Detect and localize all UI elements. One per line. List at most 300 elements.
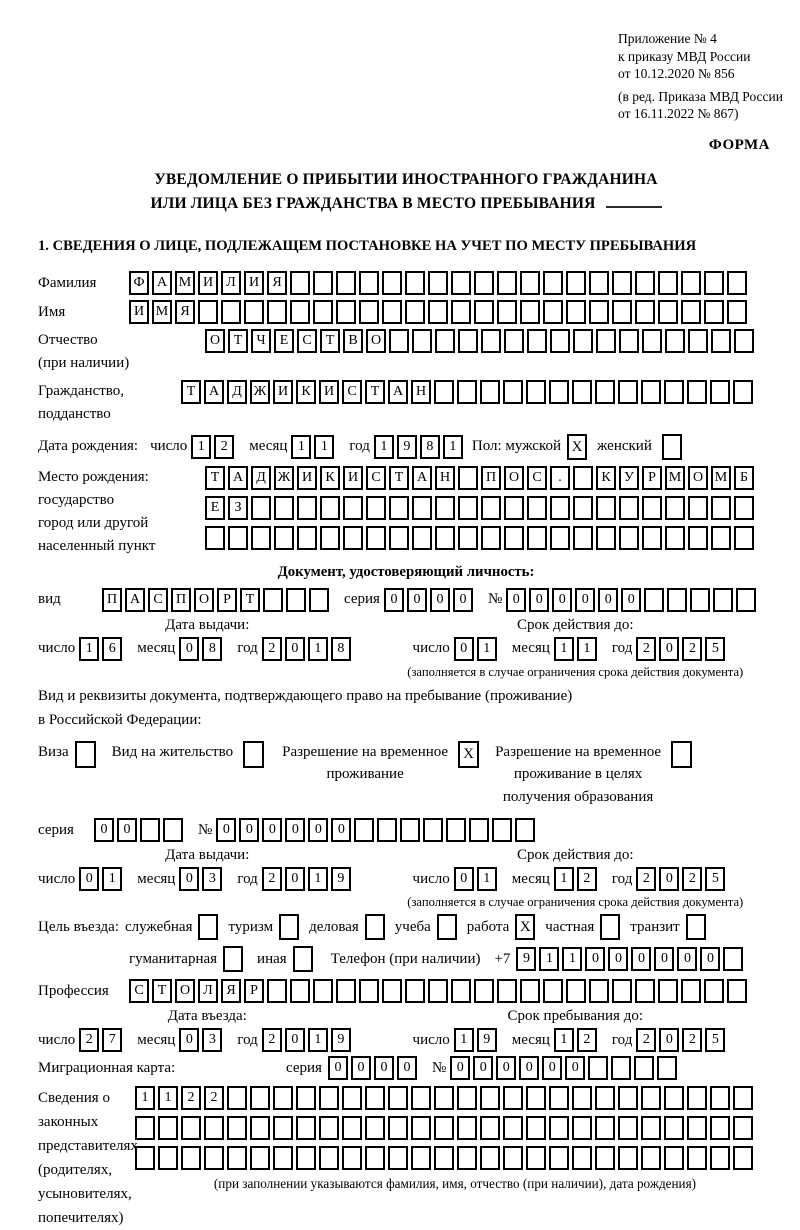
char-box[interactable]: 1 — [308, 637, 328, 661]
char-box[interactable] — [313, 300, 333, 324]
char-box[interactable] — [221, 300, 241, 324]
char-box[interactable] — [388, 1086, 408, 1110]
char-box[interactable] — [359, 271, 379, 295]
char-box[interactable] — [566, 300, 586, 324]
char-box[interactable]: 0 — [397, 1056, 417, 1080]
char-box[interactable] — [520, 300, 540, 324]
char-box[interactable] — [641, 380, 661, 404]
char-box[interactable] — [687, 1086, 707, 1110]
char-box[interactable]: 1 — [135, 1086, 155, 1110]
char-box[interactable]: 0 — [285, 1028, 305, 1052]
char-box[interactable] — [734, 329, 754, 353]
char-box[interactable] — [589, 979, 609, 1003]
char-box[interactable]: 0 — [374, 1056, 394, 1080]
char-box[interactable] — [365, 1146, 385, 1170]
char-box[interactable] — [596, 526, 616, 550]
char-box[interactable] — [428, 271, 448, 295]
char-box[interactable] — [665, 329, 685, 353]
char-box[interactable] — [366, 526, 386, 550]
char-box[interactable]: О — [205, 329, 225, 353]
char-box[interactable]: 0 — [179, 1028, 199, 1052]
char-box[interactable] — [596, 329, 616, 353]
char-box[interactable]: 0 — [659, 1028, 679, 1052]
char-box[interactable] — [205, 526, 225, 550]
char-box[interactable] — [250, 1086, 270, 1110]
char-box[interactable] — [411, 1116, 431, 1140]
char-box[interactable] — [319, 1086, 339, 1110]
char-box[interactable] — [198, 300, 218, 324]
char-box[interactable]: К — [320, 466, 340, 490]
char-box[interactable] — [377, 818, 397, 842]
char-box[interactable] — [343, 496, 363, 520]
char-box[interactable] — [382, 271, 402, 295]
char-box[interactable]: 0 — [519, 1056, 539, 1080]
purpose-humanitarian-checkbox[interactable] — [223, 946, 243, 972]
char-box[interactable]: В — [343, 329, 363, 353]
char-box[interactable] — [457, 1116, 477, 1140]
char-box[interactable]: С — [527, 466, 547, 490]
char-box[interactable]: Д — [227, 380, 247, 404]
char-box[interactable]: С — [129, 979, 149, 1003]
char-box[interactable]: Б — [734, 466, 754, 490]
char-box[interactable]: К — [596, 466, 616, 490]
char-box[interactable] — [267, 979, 287, 1003]
char-box[interactable] — [550, 329, 570, 353]
char-box[interactable] — [354, 818, 374, 842]
char-box[interactable] — [573, 496, 593, 520]
char-box[interactable] — [290, 979, 310, 1003]
char-box[interactable] — [251, 526, 271, 550]
char-box[interactable]: 1 — [308, 1028, 328, 1052]
char-box[interactable] — [451, 300, 471, 324]
char-box[interactable] — [681, 979, 701, 1003]
char-box[interactable]: Н — [411, 380, 431, 404]
char-box[interactable] — [405, 979, 425, 1003]
char-box[interactable] — [435, 496, 455, 520]
char-box[interactable] — [428, 979, 448, 1003]
char-box[interactable] — [526, 1146, 546, 1170]
char-box[interactable] — [135, 1116, 155, 1140]
char-box[interactable]: 0 — [328, 1056, 348, 1080]
char-box[interactable]: 0 — [285, 637, 305, 661]
char-box[interactable]: 2 — [636, 1028, 656, 1052]
char-box[interactable] — [469, 818, 489, 842]
char-box[interactable]: 7 — [102, 1028, 122, 1052]
char-box[interactable]: 1 — [454, 1028, 474, 1052]
char-box[interactable] — [688, 496, 708, 520]
char-box[interactable]: 2 — [214, 435, 234, 459]
char-box[interactable]: 2 — [577, 1028, 597, 1052]
char-box[interactable]: 1 — [191, 435, 211, 459]
char-box[interactable]: Ж — [274, 466, 294, 490]
char-box[interactable] — [480, 380, 500, 404]
char-box[interactable] — [549, 1116, 569, 1140]
char-box[interactable] — [434, 1116, 454, 1140]
char-box[interactable] — [251, 496, 271, 520]
purpose-private-checkbox[interactable] — [600, 914, 620, 940]
char-box[interactable]: О — [366, 329, 386, 353]
char-box[interactable]: 8 — [331, 637, 351, 661]
char-box[interactable]: 0 — [654, 947, 674, 971]
char-box[interactable] — [543, 300, 563, 324]
char-box[interactable]: И — [319, 380, 339, 404]
char-box[interactable] — [389, 526, 409, 550]
temp-permit-checkbox[interactable]: X — [458, 741, 479, 768]
char-box[interactable] — [342, 1116, 362, 1140]
char-box[interactable] — [286, 588, 306, 612]
purpose-study-checkbox[interactable] — [437, 914, 457, 940]
char-box[interactable]: 0 — [384, 588, 404, 612]
char-box[interactable] — [644, 588, 664, 612]
char-box[interactable] — [480, 1146, 500, 1170]
char-box[interactable]: 0 — [454, 637, 474, 661]
char-box[interactable]: 0 — [552, 588, 572, 612]
char-box[interactable] — [181, 1116, 201, 1140]
char-box[interactable]: Т — [320, 329, 340, 353]
char-box[interactable]: Я — [267, 271, 287, 295]
char-box[interactable] — [665, 496, 685, 520]
char-box[interactable] — [457, 1086, 477, 1110]
char-box[interactable]: 1 — [477, 867, 497, 891]
char-box[interactable]: 9 — [477, 1028, 497, 1052]
char-box[interactable] — [503, 1116, 523, 1140]
char-box[interactable] — [527, 329, 547, 353]
char-box[interactable]: Т — [205, 466, 225, 490]
char-box[interactable]: М — [152, 300, 172, 324]
char-box[interactable]: С — [297, 329, 317, 353]
char-box[interactable]: 5 — [705, 1028, 725, 1052]
char-box[interactable] — [267, 300, 287, 324]
char-box[interactable] — [727, 300, 747, 324]
char-box[interactable] — [446, 818, 466, 842]
char-box[interactable]: К — [296, 380, 316, 404]
char-box[interactable] — [612, 300, 632, 324]
char-box[interactable]: Ф — [129, 271, 149, 295]
char-box[interactable] — [359, 979, 379, 1003]
char-box[interactable] — [710, 380, 730, 404]
char-box[interactable] — [458, 526, 478, 550]
char-box[interactable] — [619, 526, 639, 550]
char-box[interactable] — [549, 380, 569, 404]
char-box[interactable]: 5 — [705, 637, 725, 661]
char-box[interactable]: Е — [205, 496, 225, 520]
char-box[interactable]: И — [297, 466, 317, 490]
char-box[interactable] — [336, 271, 356, 295]
char-box[interactable] — [388, 1116, 408, 1140]
char-box[interactable]: 1 — [314, 435, 334, 459]
char-box[interactable] — [690, 588, 710, 612]
char-box[interactable]: 1 — [562, 947, 582, 971]
char-box[interactable]: 2 — [682, 637, 702, 661]
char-box[interactable]: П — [102, 588, 122, 612]
char-box[interactable]: 2 — [79, 1028, 99, 1052]
char-box[interactable]: О — [175, 979, 195, 1003]
char-box[interactable] — [382, 979, 402, 1003]
char-box[interactable] — [504, 496, 524, 520]
char-box[interactable]: 0 — [608, 947, 628, 971]
char-box[interactable] — [405, 300, 425, 324]
char-box[interactable]: Ч — [251, 329, 271, 353]
char-box[interactable] — [642, 526, 662, 550]
char-box[interactable] — [412, 526, 432, 550]
char-box[interactable] — [642, 329, 662, 353]
char-box[interactable] — [543, 271, 563, 295]
char-box[interactable]: 0 — [216, 818, 236, 842]
char-box[interactable] — [296, 1116, 316, 1140]
char-box[interactable] — [642, 496, 662, 520]
char-box[interactable] — [733, 1146, 753, 1170]
char-box[interactable]: 0 — [598, 588, 618, 612]
char-box[interactable] — [573, 466, 593, 490]
char-box[interactable] — [204, 1146, 224, 1170]
char-box[interactable]: 0 — [454, 867, 474, 891]
char-box[interactable] — [342, 1086, 362, 1110]
char-box[interactable] — [733, 1086, 753, 1110]
char-box[interactable] — [227, 1086, 247, 1110]
char-box[interactable]: О — [194, 588, 214, 612]
char-box[interactable] — [658, 300, 678, 324]
char-box[interactable] — [140, 818, 160, 842]
char-box[interactable]: 9 — [397, 435, 417, 459]
char-box[interactable] — [497, 979, 517, 1003]
char-box[interactable] — [297, 496, 317, 520]
char-box[interactable]: 2 — [262, 1028, 282, 1052]
char-box[interactable] — [688, 526, 708, 550]
char-box[interactable] — [405, 271, 425, 295]
char-box[interactable] — [313, 271, 333, 295]
char-box[interactable] — [457, 1146, 477, 1170]
char-box[interactable] — [618, 1086, 638, 1110]
char-box[interactable]: 0 — [453, 588, 473, 612]
char-box[interactable]: 9 — [331, 1028, 351, 1052]
char-box[interactable] — [135, 1146, 155, 1170]
char-box[interactable]: 0 — [117, 818, 137, 842]
char-box[interactable] — [710, 1146, 730, 1170]
char-box[interactable]: 1 — [374, 435, 394, 459]
char-box[interactable]: Т — [240, 588, 260, 612]
char-box[interactable] — [313, 979, 333, 1003]
char-box[interactable] — [474, 271, 494, 295]
char-box[interactable]: 1 — [443, 435, 463, 459]
char-box[interactable]: 9 — [516, 947, 536, 971]
char-box[interactable]: 0 — [565, 1056, 585, 1080]
char-box[interactable]: А — [204, 380, 224, 404]
char-box[interactable] — [681, 271, 701, 295]
char-box[interactable] — [158, 1116, 178, 1140]
char-box[interactable] — [687, 380, 707, 404]
char-box[interactable]: 0 — [631, 947, 651, 971]
char-box[interactable] — [657, 1056, 677, 1080]
purpose-official-checkbox[interactable] — [198, 914, 218, 940]
char-box[interactable] — [549, 1086, 569, 1110]
char-box[interactable] — [389, 496, 409, 520]
char-box[interactable]: Я — [175, 300, 195, 324]
char-box[interactable] — [366, 496, 386, 520]
char-box[interactable] — [589, 300, 609, 324]
char-box[interactable]: Р — [217, 588, 237, 612]
char-box[interactable]: Д — [251, 466, 271, 490]
char-box[interactable] — [290, 300, 310, 324]
char-box[interactable] — [520, 979, 540, 1003]
char-box[interactable] — [710, 1116, 730, 1140]
char-box[interactable] — [727, 979, 747, 1003]
char-box[interactable]: 0 — [506, 588, 526, 612]
char-box[interactable]: И — [198, 271, 218, 295]
char-box[interactable] — [635, 300, 655, 324]
char-box[interactable] — [435, 329, 455, 353]
char-box[interactable]: Л — [221, 271, 241, 295]
char-box[interactable] — [388, 1146, 408, 1170]
char-box[interactable]: З — [228, 496, 248, 520]
char-box[interactable]: 5 — [705, 867, 725, 891]
char-box[interactable] — [434, 1086, 454, 1110]
char-box[interactable] — [572, 380, 592, 404]
char-box[interactable] — [481, 496, 501, 520]
char-box[interactable] — [526, 1086, 546, 1110]
char-box[interactable]: 0 — [430, 588, 450, 612]
char-box[interactable]: 2 — [262, 867, 282, 891]
char-box[interactable] — [704, 300, 724, 324]
char-box[interactable] — [566, 979, 586, 1003]
char-box[interactable]: 1 — [577, 637, 597, 661]
char-box[interactable] — [273, 1116, 293, 1140]
char-box[interactable]: 0 — [285, 867, 305, 891]
char-box[interactable]: 1 — [308, 867, 328, 891]
char-box[interactable] — [296, 1086, 316, 1110]
char-box[interactable]: 0 — [542, 1056, 562, 1080]
char-box[interactable] — [181, 1146, 201, 1170]
char-box[interactable]: С — [148, 588, 168, 612]
char-box[interactable] — [635, 979, 655, 1003]
char-box[interactable] — [619, 496, 639, 520]
char-box[interactable]: 0 — [407, 588, 427, 612]
char-box[interactable] — [573, 526, 593, 550]
char-box[interactable]: Ж — [250, 380, 270, 404]
char-box[interactable] — [736, 588, 756, 612]
char-box[interactable] — [227, 1146, 247, 1170]
char-box[interactable] — [572, 1116, 592, 1140]
char-box[interactable] — [664, 1086, 684, 1110]
char-box[interactable]: И — [129, 300, 149, 324]
char-box[interactable]: А — [125, 588, 145, 612]
char-box[interactable] — [309, 588, 329, 612]
char-box[interactable] — [733, 1116, 753, 1140]
char-box[interactable] — [589, 271, 609, 295]
char-box[interactable] — [566, 271, 586, 295]
purpose-transit-checkbox[interactable] — [686, 914, 706, 940]
char-box[interactable]: 2 — [204, 1086, 224, 1110]
char-box[interactable] — [619, 329, 639, 353]
char-box[interactable] — [296, 1146, 316, 1170]
char-box[interactable]: 1 — [79, 637, 99, 661]
char-box[interactable] — [273, 1086, 293, 1110]
char-box[interactable]: Т — [152, 979, 172, 1003]
visa-checkbox[interactable] — [75, 741, 96, 768]
char-box[interactable]: И — [343, 466, 363, 490]
char-box[interactable] — [451, 979, 471, 1003]
char-box[interactable] — [635, 271, 655, 295]
char-box[interactable] — [550, 526, 570, 550]
char-box[interactable]: 0 — [677, 947, 697, 971]
char-box[interactable] — [727, 271, 747, 295]
char-box[interactable]: 0 — [575, 588, 595, 612]
char-box[interactable] — [526, 380, 546, 404]
purpose-tourism-checkbox[interactable] — [279, 914, 299, 940]
char-box[interactable] — [290, 271, 310, 295]
purpose-other-checkbox[interactable] — [293, 946, 313, 972]
char-box[interactable]: 2 — [682, 867, 702, 891]
char-box[interactable]: И — [273, 380, 293, 404]
char-box[interactable] — [435, 526, 455, 550]
char-box[interactable]: 1 — [554, 867, 574, 891]
char-box[interactable] — [320, 526, 340, 550]
char-box[interactable] — [428, 300, 448, 324]
char-box[interactable]: А — [388, 380, 408, 404]
char-box[interactable]: 1 — [102, 867, 122, 891]
char-box[interactable] — [474, 300, 494, 324]
char-box[interactable]: 0 — [262, 818, 282, 842]
char-box[interactable] — [711, 526, 731, 550]
char-box[interactable] — [549, 1146, 569, 1170]
char-box[interactable] — [723, 947, 743, 971]
char-box[interactable] — [434, 380, 454, 404]
purpose-business-checkbox[interactable] — [365, 914, 385, 940]
char-box[interactable] — [319, 1146, 339, 1170]
char-box[interactable] — [382, 300, 402, 324]
char-box[interactable]: П — [481, 466, 501, 490]
purpose-work-checkbox[interactable]: X — [515, 914, 535, 940]
char-box[interactable]: 0 — [621, 588, 641, 612]
char-box[interactable]: 2 — [181, 1086, 201, 1110]
char-box[interactable] — [458, 329, 478, 353]
char-box[interactable] — [274, 526, 294, 550]
char-box[interactable] — [480, 1116, 500, 1140]
char-box[interactable]: 0 — [585, 947, 605, 971]
sex-male-checkbox[interactable]: X — [567, 434, 587, 460]
char-box[interactable] — [710, 1086, 730, 1110]
edu-permit-checkbox[interactable] — [671, 741, 692, 768]
char-box[interactable] — [412, 496, 432, 520]
char-box[interactable]: 0 — [473, 1056, 493, 1080]
char-box[interactable] — [451, 271, 471, 295]
char-box[interactable]: 0 — [700, 947, 720, 971]
char-box[interactable] — [665, 526, 685, 550]
char-box[interactable] — [681, 300, 701, 324]
residence-permit-checkbox[interactable] — [243, 741, 264, 768]
char-box[interactable] — [263, 588, 283, 612]
char-box[interactable] — [297, 526, 317, 550]
char-box[interactable] — [365, 1086, 385, 1110]
char-box[interactable] — [595, 1146, 615, 1170]
char-box[interactable] — [688, 329, 708, 353]
char-box[interactable]: 0 — [94, 818, 114, 842]
char-box[interactable]: 3 — [202, 867, 222, 891]
char-box[interactable] — [664, 380, 684, 404]
char-box[interactable]: С — [342, 380, 362, 404]
char-box[interactable] — [664, 1146, 684, 1170]
char-box[interactable] — [412, 329, 432, 353]
char-box[interactable]: 0 — [450, 1056, 470, 1080]
char-box[interactable] — [687, 1146, 707, 1170]
char-box[interactable] — [595, 380, 615, 404]
char-box[interactable] — [227, 1116, 247, 1140]
char-box[interactable] — [274, 496, 294, 520]
char-box[interactable] — [704, 271, 724, 295]
char-box[interactable]: 0 — [659, 637, 679, 661]
char-box[interactable]: 2 — [636, 637, 656, 661]
char-box[interactable]: 3 — [202, 1028, 222, 1052]
char-box[interactable] — [365, 1116, 385, 1140]
